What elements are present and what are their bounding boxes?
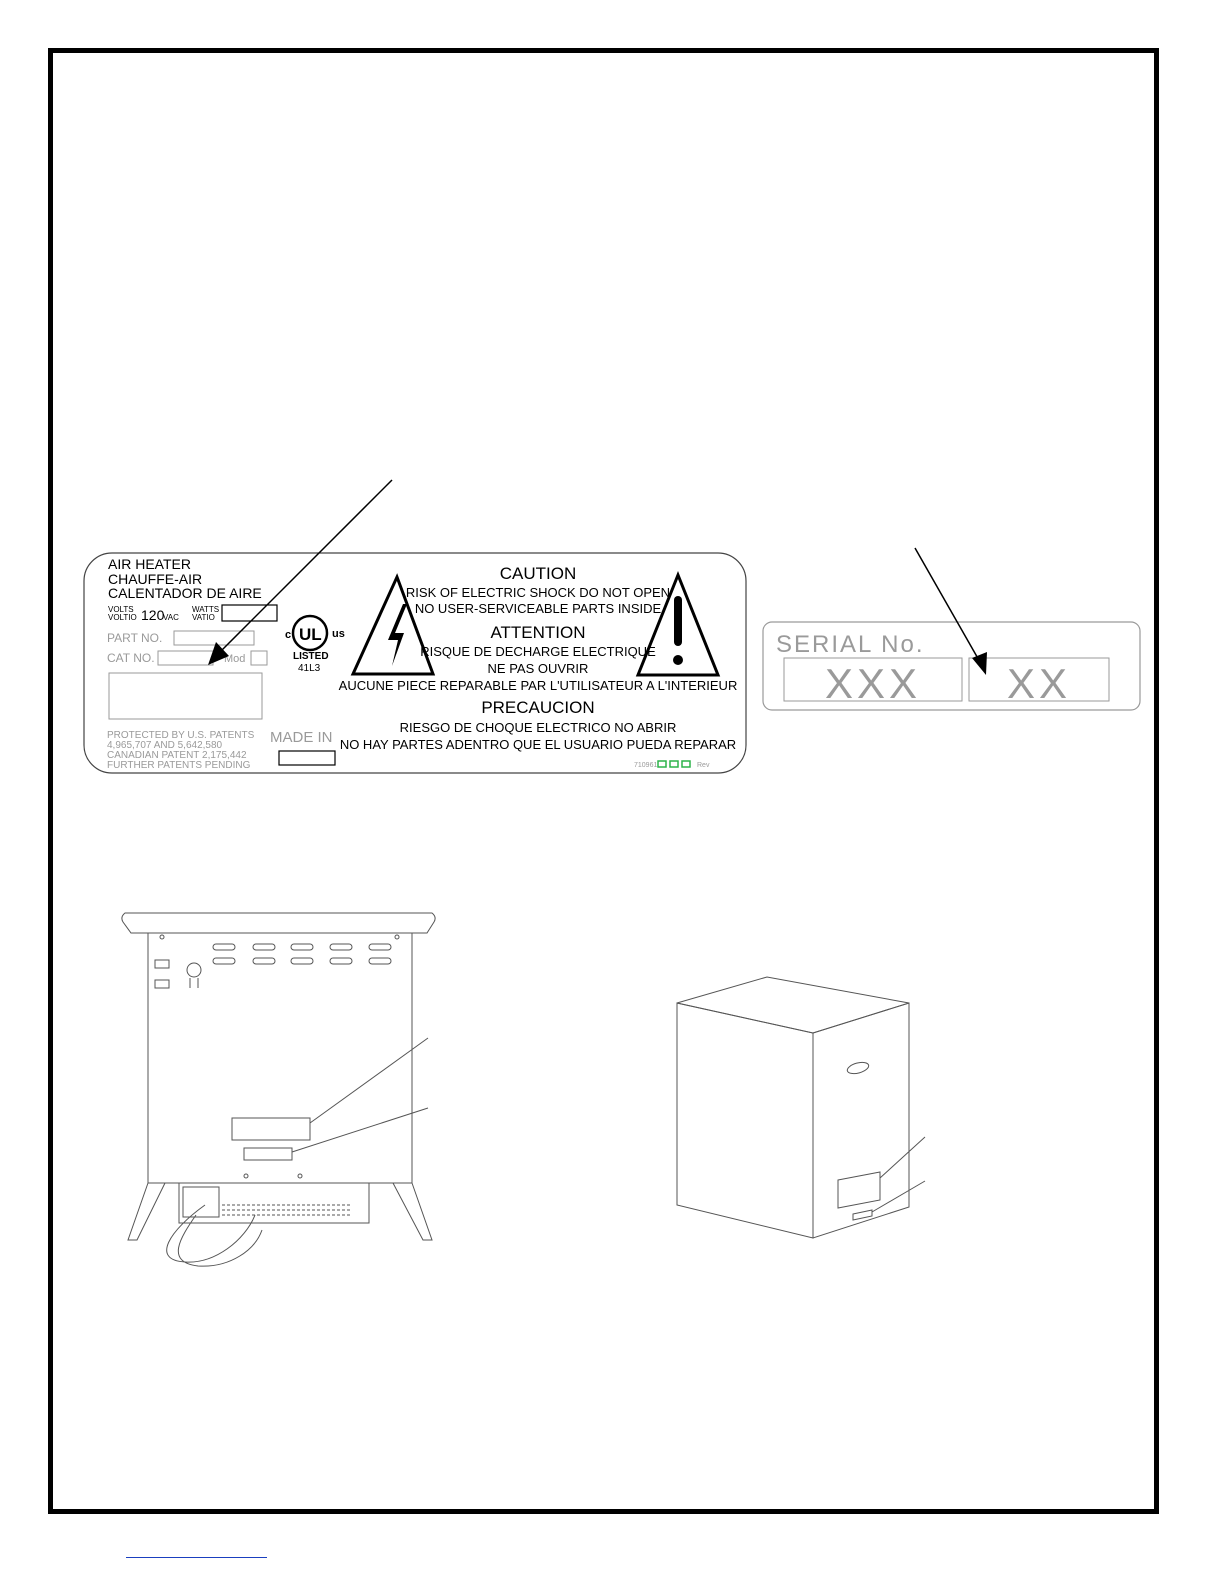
leader-line: [310, 1038, 428, 1123]
box-right-face: [813, 1003, 909, 1238]
label-code-boxes: [658, 761, 690, 767]
part-no-field: [174, 631, 254, 645]
product-name-en: AIR HEATER: [108, 556, 191, 572]
knob-icon: [187, 963, 201, 977]
serial-title: SERIAL No.: [776, 631, 925, 658]
footer-rule: [126, 1557, 267, 1558]
power-cord-icon: [167, 1205, 262, 1266]
serial-label-location: [853, 1210, 872, 1220]
screw-icon: [160, 935, 164, 939]
arrow-to-serial-field: [915, 548, 987, 675]
watts-label-en: WATTS: [192, 605, 220, 614]
serial-label-location: [244, 1148, 292, 1160]
voltage-unit: VAC: [163, 613, 179, 622]
watts-field: [222, 605, 277, 621]
voltage-value: 120: [141, 607, 165, 623]
heater-top-mantel: [122, 913, 435, 933]
box-left-face: [677, 1003, 813, 1238]
vent-slots: [213, 944, 391, 964]
rating-label: [84, 553, 746, 773]
product-name-es: CALENTADOR DE AIRE: [108, 585, 262, 601]
part-no-label: PART NO.: [107, 631, 163, 645]
switch-icon: [155, 980, 169, 988]
heater-box-view: [677, 977, 925, 1238]
precaucion-line-1: RIESGO DE CHOQUE ELECTRICO NO ABRIR: [399, 720, 677, 735]
watts-label-es: VATIO: [192, 613, 215, 622]
precaucion-title: PRECAUCION: [481, 698, 595, 717]
box-top: [677, 977, 909, 1033]
caution-title: CAUTION: [499, 564, 577, 583]
heater-leg: [393, 1183, 432, 1240]
attention-line-2: NE PAS OUVRIR: [487, 661, 589, 676]
made-in-field: [279, 751, 335, 765]
rating-label-location: [232, 1118, 310, 1140]
patents-line-4: FURTHER PATENTS PENDING: [107, 760, 251, 771]
heater-leg: [128, 1183, 165, 1240]
caution-line-2: NO USER-SERVICEABLE PARTS INSIDE: [414, 601, 662, 616]
ul-c-mark: c: [285, 629, 292, 641]
made-in-label: MADE IN: [270, 729, 333, 746]
ul-mark: UL: [299, 625, 322, 644]
rating-label-location: [838, 1172, 880, 1208]
switch-icon: [155, 960, 169, 968]
leader-line: [880, 1137, 925, 1178]
caution-line-1: RISK OF ELECTRIC SHOCK DO NOT OPEN: [405, 585, 671, 600]
patents-line-3: CANADIAN PATENT 2,175,442: [107, 750, 247, 761]
listing-code: 41L3: [298, 663, 321, 674]
ul-listing-mark: [285, 616, 345, 674]
ul-us-mark: us: [332, 628, 345, 640]
patents-line-2: 4,965,707 AND 5,642,580: [107, 740, 223, 751]
heater-outlet: [183, 1187, 219, 1217]
cat-no-field: [158, 651, 213, 665]
serial-label: [763, 622, 1140, 710]
attention-line-1: RISQUE DE DECHARGE ELECTRIQUE: [420, 644, 656, 659]
screw-icon: [395, 935, 399, 939]
listed-text: LISTED: [293, 651, 329, 662]
attention-title: ATTENTION: [490, 623, 586, 642]
label-code: 710961: [634, 762, 658, 769]
serial-field-1-value: XXX: [824, 660, 922, 707]
leader-line: [292, 1108, 428, 1152]
cat-no-label: CAT NO.: [107, 651, 155, 665]
model-info-box: [109, 673, 262, 719]
volts-label-es: VOLTIO: [108, 613, 137, 622]
precaucion-line-2: NO HAY PARTES ADENTRO QUE EL USUARIO PUEDA REPARAR: [339, 737, 737, 752]
product-name-fr: CHAUFFE-AIR: [108, 571, 203, 587]
mod-label: Mod: [224, 653, 246, 665]
patents-line-1: PROTECTED BY U.S. PATENTS: [107, 730, 255, 741]
handle-slot: [846, 1060, 870, 1075]
volts-label-en: VOLTS: [108, 605, 134, 614]
rev-label: Rev: [697, 762, 710, 769]
heater-back-panel: [148, 933, 412, 1183]
mod-field: [251, 651, 267, 665]
heater-back-view: [122, 913, 435, 1266]
attention-line-3: AUCUNE PIECE REPARABLE PAR L'UTILISATEUR A L'INTERIEUR: [338, 678, 738, 693]
serial-field-2-value: XX: [1006, 660, 1072, 707]
